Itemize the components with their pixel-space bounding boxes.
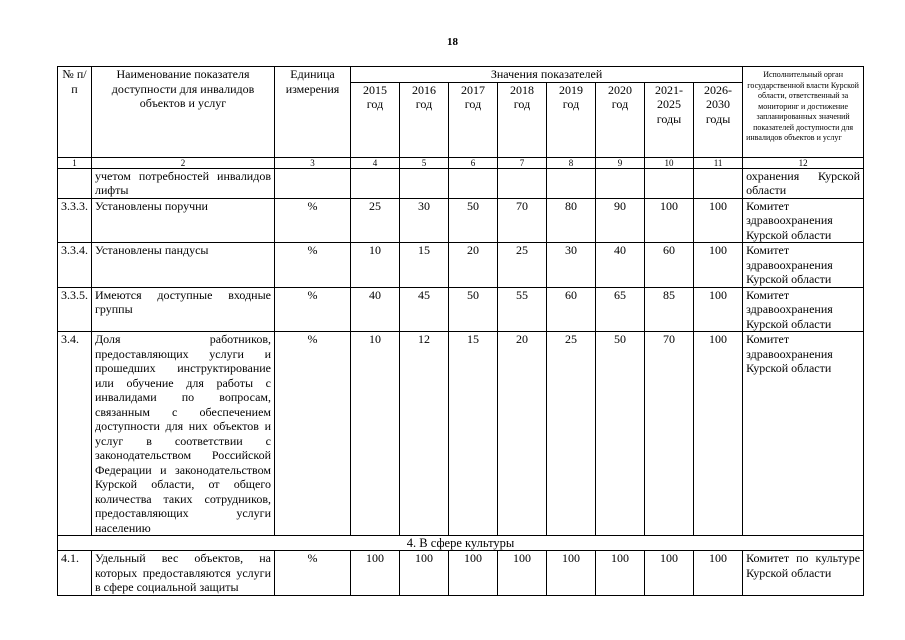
unit-cell: % — [275, 243, 351, 288]
value-cell: 100 — [645, 551, 694, 596]
value-cell: 40 — [596, 243, 645, 288]
value-cell: 20 — [498, 332, 547, 536]
year-header: 2026-2030 годы — [694, 82, 743, 157]
value-cell: 100 — [694, 287, 743, 332]
value-cell: 50 — [596, 332, 645, 536]
value-cell — [645, 168, 694, 198]
year-header: 2015 год — [351, 82, 400, 157]
value-cell: 15 — [449, 332, 498, 536]
organ-cell: охранения Курской области — [743, 168, 864, 198]
index-cell: 10 — [645, 157, 694, 168]
value-cell — [498, 168, 547, 198]
year-header: 2021-2025 годы — [645, 82, 694, 157]
value-cell: 20 — [449, 243, 498, 288]
value-cell: 100 — [694, 332, 743, 536]
value-cell: 10 — [351, 243, 400, 288]
value-cell: 100 — [449, 551, 498, 596]
table-row — [58, 243, 864, 288]
value-cell: 100 — [645, 198, 694, 243]
index-cell: 11 — [694, 157, 743, 168]
value-cell: 100 — [498, 551, 547, 596]
index-cell: 9 — [596, 157, 645, 168]
organ-cell: Комитет здравоохранения Курской области — [743, 287, 864, 332]
organ-cell: Комитет здравоохранения Курской области — [743, 198, 864, 243]
table-row — [58, 287, 864, 332]
index-cell: 5 — [400, 157, 449, 168]
table-row — [58, 168, 864, 198]
row-number: 3.3.3. — [58, 198, 92, 243]
row-number: 3.3.4. — [58, 243, 92, 288]
value-cell: 50 — [449, 198, 498, 243]
row-number: 4.1. — [58, 551, 92, 596]
index-row — [58, 157, 864, 168]
value-cell: 70 — [498, 198, 547, 243]
header-unit: Единица измерения — [275, 67, 351, 158]
indicator-name: Установлены пандусы — [92, 243, 275, 288]
value-cell — [596, 168, 645, 198]
value-cell: 65 — [596, 287, 645, 332]
organ-cell: Комитет здравоохранения Курской области — [743, 332, 864, 536]
value-cell: 12 — [400, 332, 449, 536]
value-cell: 60 — [547, 287, 596, 332]
index-cell: 8 — [547, 157, 596, 168]
value-cell: 30 — [400, 198, 449, 243]
value-cell: 25 — [547, 332, 596, 536]
unit-cell: % — [275, 332, 351, 536]
value-cell: 80 — [547, 198, 596, 243]
value-cell — [449, 168, 498, 198]
value-cell: 100 — [694, 551, 743, 596]
year-header: 2019 год — [547, 82, 596, 157]
header-organ: Исполнительный орган государственной власти Курской области, ответственный за мониторинг и достижение запланированных значений показателей доступности для инвалидов объектов и услуг — [743, 67, 864, 158]
index-cell: 4 — [351, 157, 400, 168]
header-row — [58, 67, 864, 83]
header-values: Значения показателей — [351, 67, 743, 83]
indicator-name: учетом потребностей инвалидов лифты — [92, 168, 275, 198]
row-number — [58, 168, 92, 198]
page-number: 18 — [447, 36, 458, 48]
header-name: Наименование показателя доступности для инвалидов объектов и услуг — [92, 67, 275, 158]
year-header: 2018 год — [498, 82, 547, 157]
value-cell: 10 — [351, 332, 400, 536]
section-title: 4. В сфере культуры — [58, 536, 864, 551]
value-cell — [694, 168, 743, 198]
table-row — [58, 332, 864, 536]
value-cell: 60 — [645, 243, 694, 288]
value-cell — [351, 168, 400, 198]
organ-cell: Комитет по культуре Курской области — [743, 551, 864, 596]
index-cell: 2 — [92, 157, 275, 168]
value-cell: 15 — [400, 243, 449, 288]
organ-cell: Комитет здравоохранения Курской области — [743, 243, 864, 288]
value-cell: 45 — [400, 287, 449, 332]
table-row — [58, 551, 864, 596]
value-cell: 55 — [498, 287, 547, 332]
year-header: 2016 год — [400, 82, 449, 157]
value-cell: 70 — [645, 332, 694, 536]
value-cell: 30 — [547, 243, 596, 288]
value-cell: 50 — [449, 287, 498, 332]
value-cell: 100 — [547, 551, 596, 596]
year-header: 2017 год — [449, 82, 498, 157]
value-cell: 100 — [400, 551, 449, 596]
index-cell: 1 — [58, 157, 92, 168]
value-cell: 25 — [351, 198, 400, 243]
value-cell: 100 — [596, 551, 645, 596]
indicators-table — [57, 66, 864, 596]
value-cell: 40 — [351, 287, 400, 332]
index-cell: 6 — [449, 157, 498, 168]
value-cell: 100 — [694, 243, 743, 288]
value-cell: 100 — [694, 198, 743, 243]
value-cell: 85 — [645, 287, 694, 332]
row-number: 3.3.5. — [58, 287, 92, 332]
index-cell: 12 — [743, 157, 864, 168]
index-cell: 7 — [498, 157, 547, 168]
year-header: 2020 год — [596, 82, 645, 157]
value-cell — [400, 168, 449, 198]
indicator-name: Доля работников, предоставляющих услуги и прошедших инструктирование или обучение для работы с инвалидами по вопросам, связанным с обеспечением доступности для них объектов и услуг в соответствии с законодательством Российской Федерации и законодательством Курской области, от общего количества таких сотрудников, предоставляющих услуги населению — [92, 332, 275, 536]
indicator-name: Удельный вес объектов, на которых предоставляются услуги в сфере социальной защиты — [92, 551, 275, 596]
indicator-name: Имеются доступные входные группы — [92, 287, 275, 332]
indicator-name: Установлены поручни — [92, 198, 275, 243]
section-row — [58, 536, 864, 551]
row-number: 3.4. — [58, 332, 92, 536]
value-cell: 100 — [351, 551, 400, 596]
header-num: № п/п — [58, 67, 92, 158]
unit-cell: % — [275, 551, 351, 596]
value-cell: 25 — [498, 243, 547, 288]
index-cell: 3 — [275, 157, 351, 168]
value-cell — [547, 168, 596, 198]
unit-cell: % — [275, 287, 351, 332]
table-row — [58, 198, 864, 243]
unit-cell: % — [275, 198, 351, 243]
value-cell: 90 — [596, 198, 645, 243]
unit-cell — [275, 168, 351, 198]
